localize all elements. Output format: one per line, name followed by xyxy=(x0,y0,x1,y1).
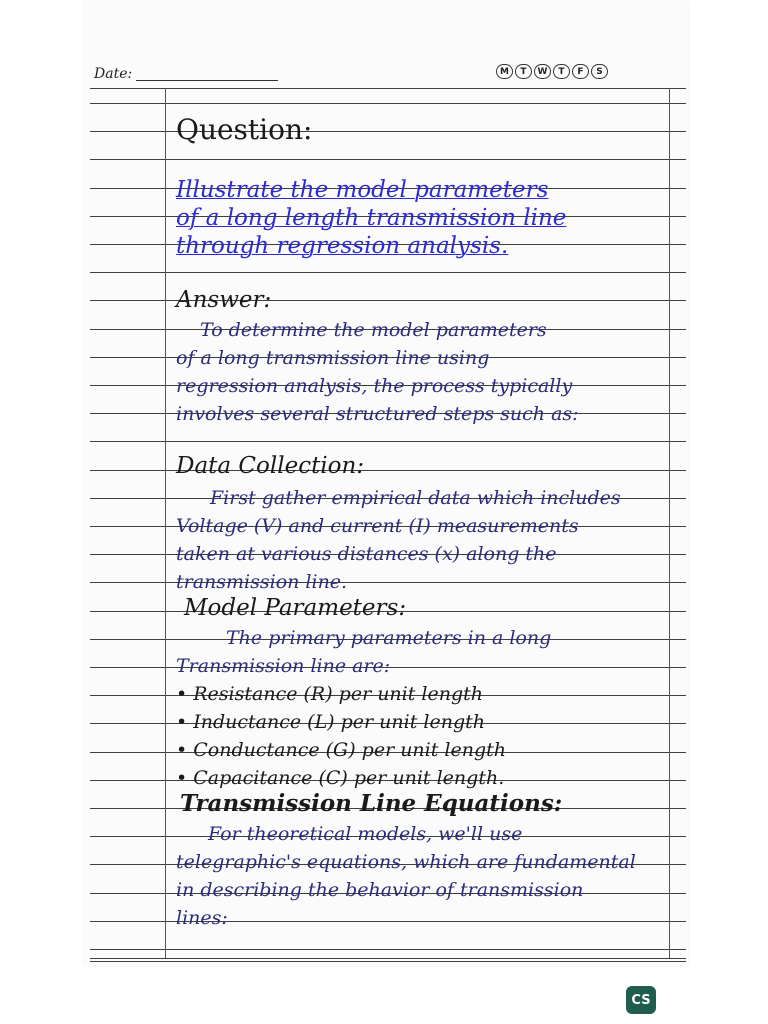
date-label: Date: xyxy=(94,66,133,82)
bullet-resistance: • Resistance (R) per unit length xyxy=(176,683,484,705)
ruled-line xyxy=(90,159,686,160)
transmission-equations-line-2: telegraphic's equations, which are fundamental xyxy=(176,851,636,873)
date-underline xyxy=(136,80,278,81)
transmission-equations-heading: Transmission Line Equations: xyxy=(180,790,563,817)
bullet-inductance: • Inductance (L) per unit length xyxy=(176,711,485,733)
data-collection-line-2: Voltage (V) and current (I) measurements xyxy=(176,515,579,537)
transmission-equations-line-1: For theoretical models, we'll use xyxy=(208,823,523,845)
model-parameters-line-2: Transmission line are: xyxy=(176,655,391,677)
question-line-2: of a long length transmission line xyxy=(176,205,567,231)
right-margin-line xyxy=(669,88,670,958)
ruled-line xyxy=(90,958,686,959)
notebook-page xyxy=(84,0,688,965)
question-line-1: Illustrate the model parameters xyxy=(176,177,549,203)
data-collection-line-4: transmission line. xyxy=(176,571,348,593)
answer-line-1: To determine the model parameters xyxy=(200,319,547,341)
answer-heading: Answer: xyxy=(176,287,272,313)
answer-line-4: involves several structured steps such as: xyxy=(176,403,579,425)
day-tuesday: T xyxy=(515,64,532,79)
ruled-line xyxy=(90,88,686,89)
transmission-equations-line-3: in describing the behavior of transmission xyxy=(176,879,584,901)
ruled-line xyxy=(90,949,686,950)
model-parameters-line-1: The primary parameters in a long xyxy=(226,627,552,649)
ruled-line xyxy=(90,441,686,442)
ruled-line xyxy=(90,272,686,273)
day-saturday: S xyxy=(591,64,608,79)
weekday-selector xyxy=(496,64,608,79)
model-parameters-heading: Model Parameters: xyxy=(184,595,407,621)
data-collection-line-3: taken at various distances (x) along the xyxy=(176,543,557,565)
day-friday: F xyxy=(572,64,589,79)
day-monday: M xyxy=(496,64,513,79)
data-collection-line-1: First gather empirical data which includes xyxy=(210,487,621,509)
transmission-equations-line-4: lines: xyxy=(176,907,228,929)
ruled-line xyxy=(90,103,686,104)
question-heading: Question: xyxy=(176,113,313,146)
bullet-conductance: • Conductance (G) per unit length xyxy=(176,739,507,761)
camscanner-logo: CS xyxy=(626,986,656,1014)
data-collection-heading: Data Collection: xyxy=(176,453,365,479)
day-wednesday: W xyxy=(534,64,551,79)
ruled-line xyxy=(90,961,686,962)
left-margin-line xyxy=(165,88,166,958)
answer-line-2: of a long transmission line using xyxy=(176,347,490,369)
question-line-3: through regression analysis. xyxy=(176,233,509,259)
bullet-capacitance: • Capacitance (C) per unit length. xyxy=(176,767,505,789)
answer-line-3: regression analysis, the process typically xyxy=(176,375,573,397)
day-thursday: T xyxy=(553,64,570,79)
